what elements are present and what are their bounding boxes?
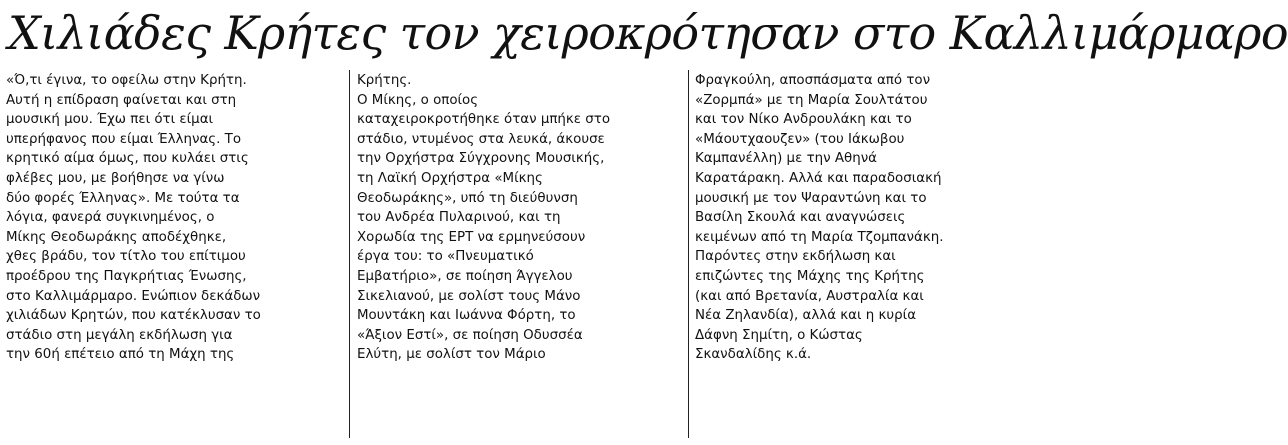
text-line: Μίκης Θεοδωράκης αποδέχθηκε, xyxy=(6,229,227,245)
text-line: Εμβατήριο», σε ποίηση Άγγελου xyxy=(357,268,573,284)
text-line: «Μάουτχαουζεν» (του Ιάκωβου xyxy=(695,131,905,147)
text-line: «Ό,τι έγινα, το οφείλω στην Κρήτη. xyxy=(6,73,247,88)
text-line: δύο φορές Έλληνας». Με τούτα τα xyxy=(6,190,240,206)
text-line: Καμπανέλλη) με την Αθηνά xyxy=(695,151,877,167)
text-line: Θεοδωράκης», υπό τη διεύθυνση xyxy=(357,190,578,206)
text-line: Αυτή η επίδραση φαίνεται και στη xyxy=(6,92,237,108)
article-column-1 xyxy=(6,71,346,365)
text-line: Σκανδαλίδης κ.ά. xyxy=(695,347,812,363)
text-line: χιλιάδων Κρητών, που κατέκλυσαν το xyxy=(6,308,261,324)
text-line: Μουντάκη και Ιωάννα Φόρτη, το xyxy=(357,308,576,324)
text-line: Σικελιανού, με σολίστ τους Μάνο xyxy=(357,288,581,304)
text-line: την Ορχήστρα Σύγχρονης Μουσικής, xyxy=(357,151,605,167)
article-column-3 xyxy=(695,71,1047,365)
text-line: Ο Μίκης, ο οποίος xyxy=(357,92,479,108)
text-line: καταχειροκροτήθηκε όταν μπήκε στο xyxy=(357,112,611,128)
text-line: (και από Βρετανία, Αυστραλία και xyxy=(695,288,924,304)
text-line: Χορωδία της ΕΡΤ να ερμηνεύσουν xyxy=(357,229,586,245)
text-line: στο Καλλιμάρμαρο. Ενώπιον δεκάδων xyxy=(6,288,261,304)
text-line: μουσική με τον Ψαραντώνη και το xyxy=(695,190,927,206)
text-line: υπερήφανος που είμαι Έλληνας. Το xyxy=(6,131,242,147)
text-line: την 60ή επέτειο από τη Μάχη της xyxy=(6,347,235,363)
text-line: Νέα Ζηλανδία), αλλά και η κυρία xyxy=(695,308,917,324)
text-line: «Άξιον Εστί», σε ποίηση Οδυσσέα xyxy=(357,327,583,343)
text-line: Βασίλη Σκουλά και αναγνώσεις xyxy=(695,210,906,226)
text-line: προέδρου της Παγκρήτιας Ένωσης, xyxy=(6,268,247,284)
text-line: μουσική μου. Έχω πει ότι είμαι xyxy=(6,112,214,128)
text-line: του Ανδρέα Πυλαρινού, και τη xyxy=(357,210,561,226)
text-line: και τον Νίκο Ανδρουλάκη και το xyxy=(695,112,912,128)
text-line: Δάφνη Σημίτη, ο Κώστας xyxy=(695,327,863,343)
text-line: κρητικό αίμα όμως, που κυλάει στις xyxy=(6,151,249,167)
column-divider xyxy=(688,70,689,438)
headline: Χιλιάδες Κρήτες τον χειροκρότησαν στο Καλλιμάρμαρο xyxy=(8,6,1288,60)
text-line: στάδιο στη μεγάλη εκδήλωση για xyxy=(6,327,233,343)
text-line: Φραγκούλη, αποσπάσματα από τον xyxy=(695,73,931,88)
text-line: «Ζορμπά» με τη Μαρία Σουλτάτου xyxy=(695,92,928,108)
text-line: Κρήτης. xyxy=(357,73,412,88)
text-line: φλέβες μου, με βοήθησε να γίνω xyxy=(6,170,225,186)
text-line: λόγια, φανερά συγκινημένος, ο xyxy=(6,210,215,226)
text-line: τη Λαϊκή Ορχήστρα «Μίκης xyxy=(357,170,543,186)
text-line: κειμένων από τη Μαρία Τζομπανάκη. xyxy=(695,229,944,245)
text-line: έργα του: το «Πνευματικό xyxy=(357,249,534,265)
text-line: επιζώντες της Μάχης της Κρήτης xyxy=(695,268,925,284)
article-column-2 xyxy=(357,71,687,365)
text-line: στάδιο, ντυμένος στα λευκά, άκουσε xyxy=(357,131,605,147)
column-divider xyxy=(349,70,350,438)
text-line: Καρατάρακη. Αλλά και παραδοσιακή xyxy=(695,170,942,186)
text-line: Ελύτη, με σολίστ τον Μάριο xyxy=(357,347,546,363)
text-line: χθες βράδυ, τον τίτλο του επίτιμου xyxy=(6,249,246,265)
text-line: Παρόντες στην εκδήλωση και xyxy=(695,249,896,265)
